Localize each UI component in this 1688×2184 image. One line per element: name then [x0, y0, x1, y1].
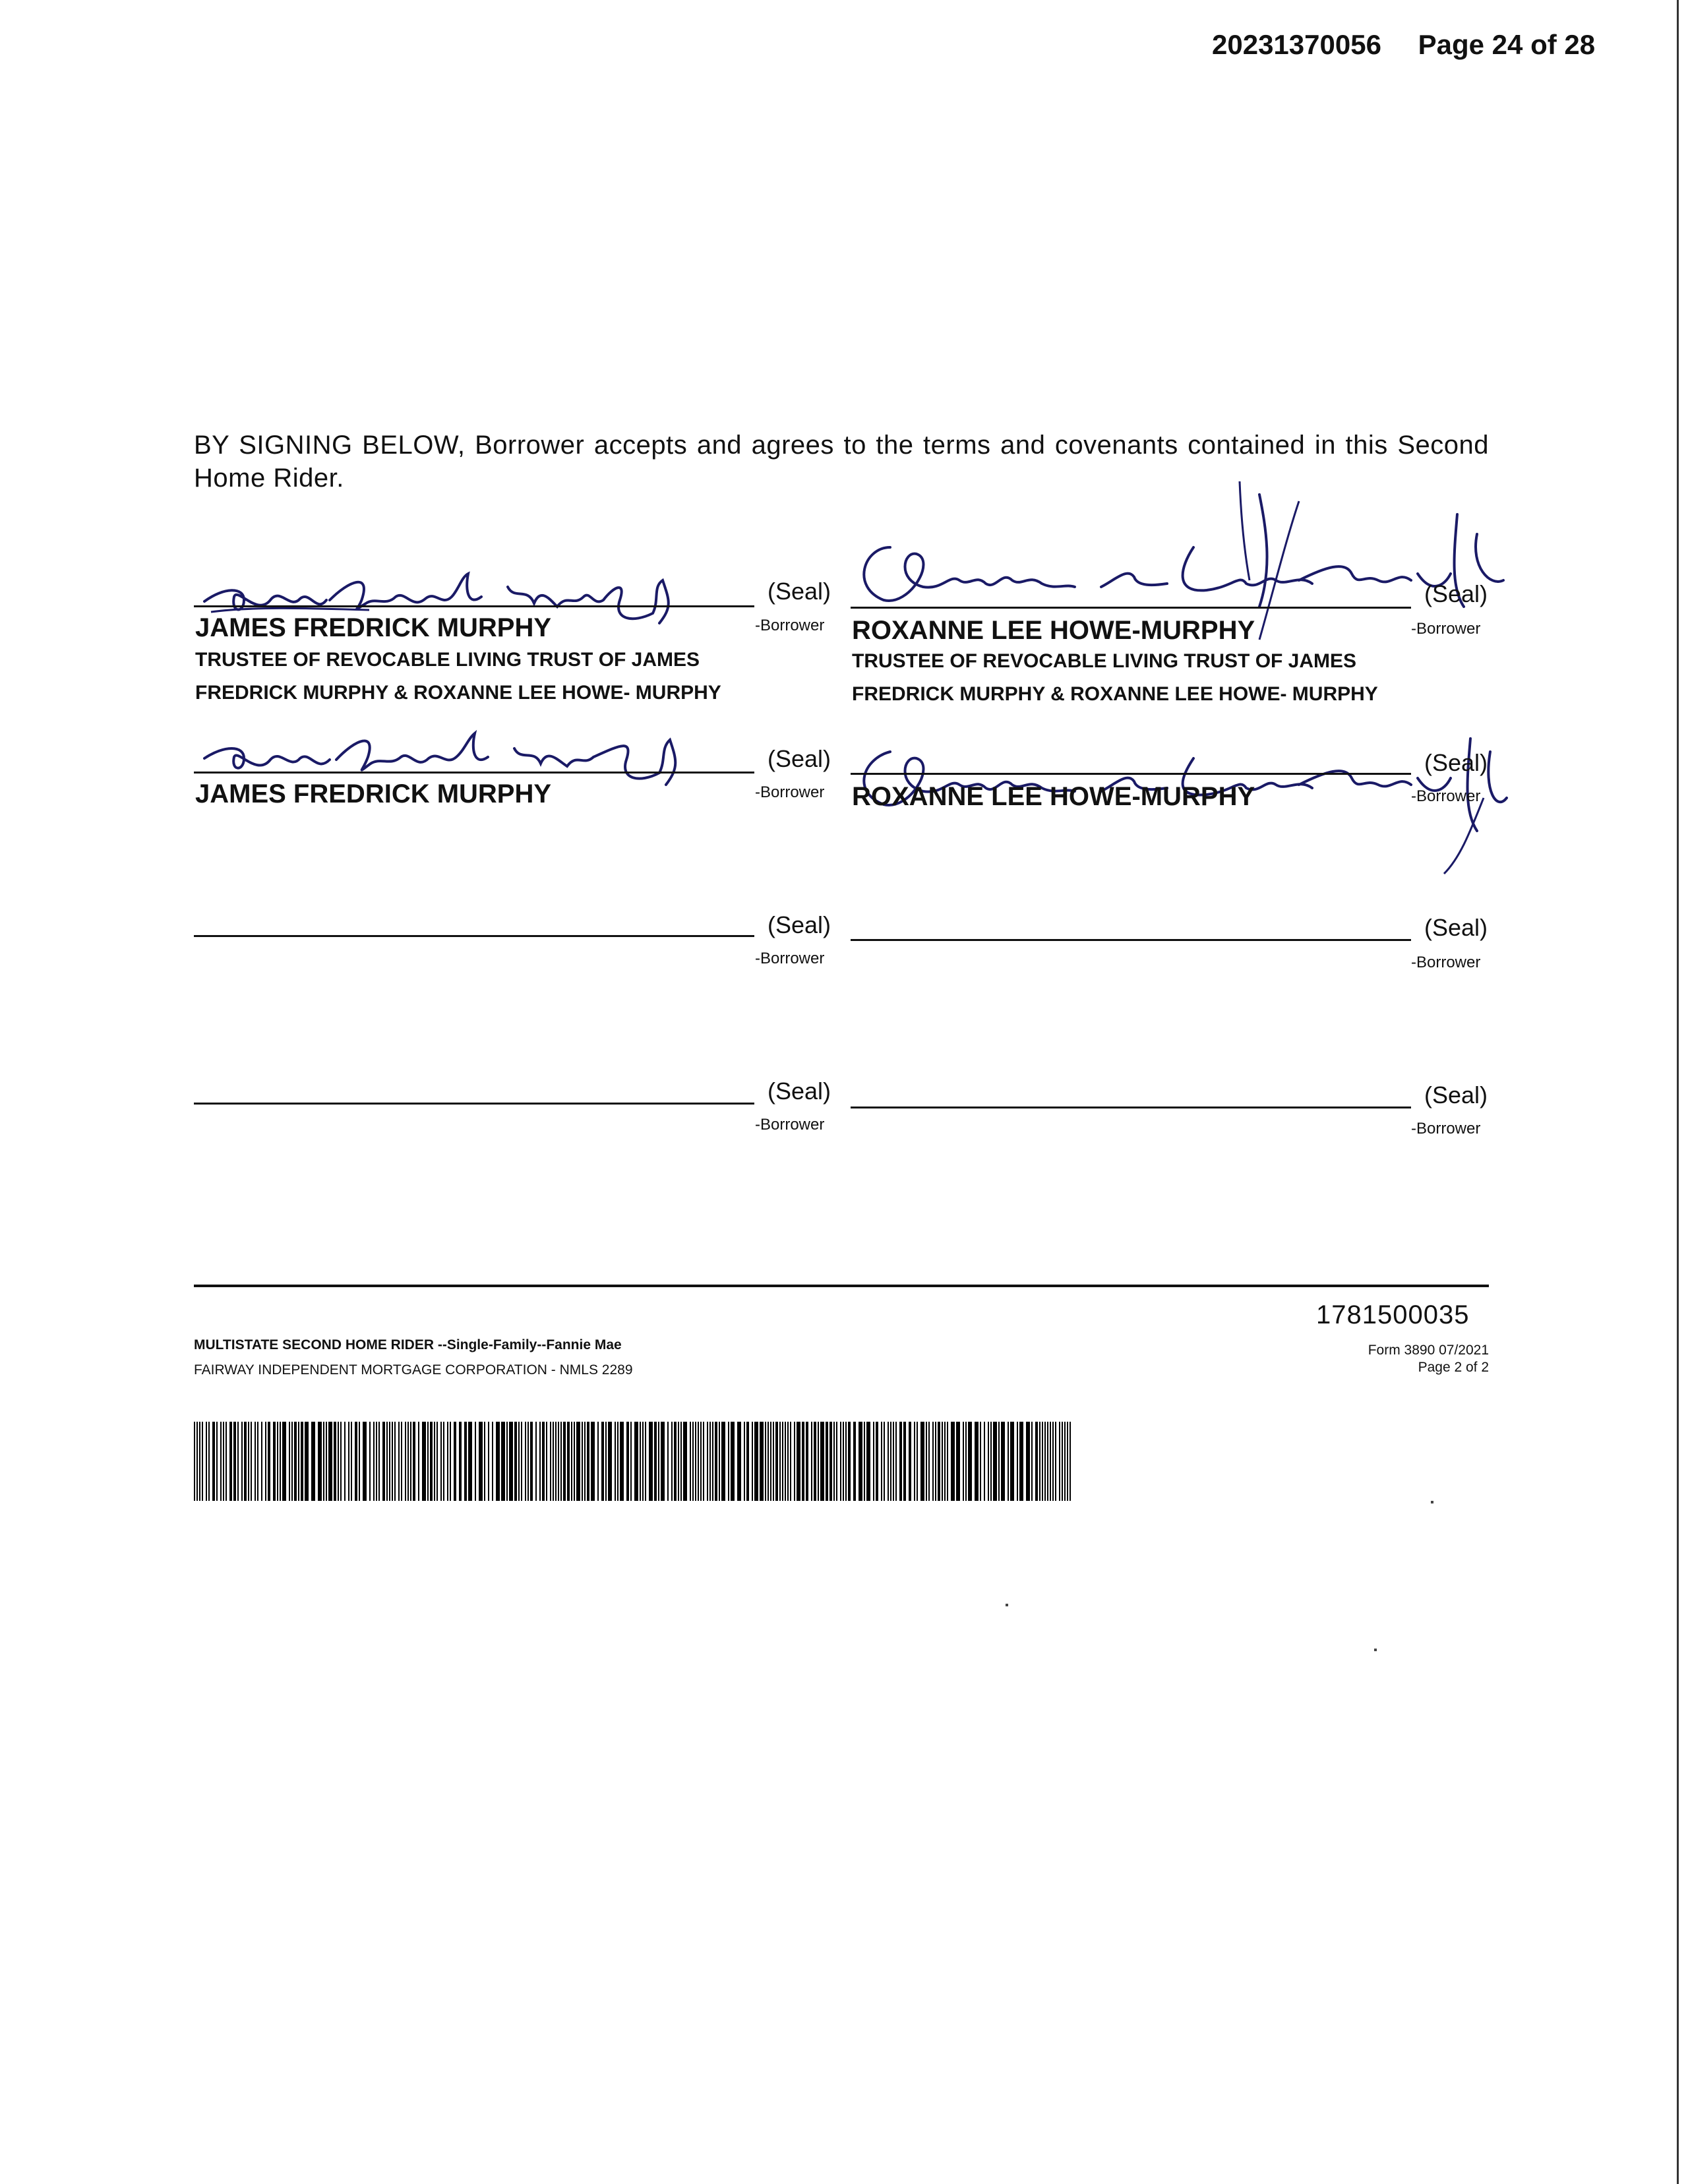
- scan-speck: [1374, 1649, 1377, 1651]
- barcode-bar: [640, 1422, 641, 1501]
- barcode-bar: [690, 1422, 691, 1501]
- barcode-bar: [530, 1422, 533, 1501]
- scan-speck: [1006, 1604, 1008, 1606]
- barcode-bar: [405, 1422, 406, 1501]
- barcode-bar: [712, 1422, 713, 1501]
- barcode-bar: [794, 1422, 795, 1501]
- barcode-bar: [298, 1422, 299, 1501]
- trustee-line: TRUSTEE OF REVOCABLE LIVING TRUST OF JAMES: [852, 650, 1357, 672]
- barcode-bar: [1031, 1422, 1033, 1501]
- seal-label: (Seal): [768, 578, 831, 605]
- barcode-bar: [1008, 1422, 1009, 1501]
- barcode-bar: [443, 1422, 444, 1501]
- barcode-bar: [680, 1422, 682, 1501]
- barcode-bar: [797, 1422, 800, 1501]
- seal-label: (Seal): [1424, 580, 1488, 607]
- barcode-bar: [674, 1422, 677, 1501]
- barcode-bar: [890, 1422, 891, 1501]
- barcode-bar: [427, 1422, 429, 1501]
- barcode-bar: [984, 1422, 985, 1501]
- barcode-bar: [196, 1422, 198, 1501]
- barcode-bar: [355, 1422, 357, 1501]
- barcode-bar: [509, 1422, 513, 1501]
- barcode-bar: [928, 1422, 930, 1501]
- barcode-bar: [914, 1422, 915, 1501]
- barcode-bar: [963, 1422, 964, 1501]
- barcode-bar: [1050, 1422, 1051, 1501]
- barcode-bar: [719, 1422, 720, 1501]
- barcode-bar: [216, 1422, 218, 1501]
- barcode-bar: [334, 1422, 336, 1501]
- barcode-bar: [340, 1422, 342, 1501]
- barcode-bar: [888, 1422, 889, 1501]
- barcode-bar: [363, 1422, 367, 1501]
- barcode-bar: [289, 1422, 290, 1501]
- barcode-bar: [257, 1422, 258, 1501]
- signature-line: [194, 1103, 754, 1105]
- barcode-bar: [518, 1422, 520, 1501]
- barcode-bar: [413, 1422, 415, 1501]
- barcode-bar: [806, 1422, 808, 1501]
- barcode-bar: [829, 1422, 832, 1501]
- barcode-bar: [1010, 1422, 1014, 1501]
- barcode-bar: [1044, 1422, 1046, 1501]
- barcode-bar: [993, 1422, 997, 1501]
- barcode-bar: [437, 1422, 438, 1501]
- barcode-bar: [864, 1422, 865, 1501]
- barcode-bar: [1017, 1422, 1018, 1501]
- barcode-bar: [277, 1422, 278, 1501]
- signer-name: ROXANNE LEE HOWE-MURPHY: [852, 616, 1255, 645]
- barcode-bar: [667, 1422, 669, 1501]
- barcode-bar: [608, 1422, 612, 1501]
- barcode-bar: [859, 1422, 862, 1501]
- barcode-bar: [909, 1422, 911, 1501]
- barcode-bar: [895, 1422, 897, 1501]
- barcode-bar: [1067, 1422, 1068, 1501]
- barcode-bar: [965, 1422, 967, 1501]
- barcode-bar: [553, 1422, 554, 1501]
- barcode-bar: [226, 1422, 227, 1501]
- barcode-bar: [773, 1422, 774, 1501]
- barcode-bar: [251, 1422, 252, 1501]
- barcode-bar: [501, 1422, 505, 1501]
- barcode-bar: [881, 1422, 882, 1501]
- barcode-bar: [567, 1422, 570, 1501]
- barcode-bar: [326, 1422, 327, 1501]
- scan-speck: [1431, 1501, 1433, 1503]
- barcode-bar: [938, 1422, 940, 1501]
- barcode-bar: [944, 1422, 946, 1501]
- barcode-bar: [410, 1422, 411, 1501]
- barcode-bar: [820, 1422, 824, 1501]
- barcode-bar: [1001, 1422, 1005, 1501]
- borrower-label: -Borrower: [1411, 787, 1481, 805]
- signer-name: ROXANNE LEE HOWE-MURPHY: [852, 782, 1255, 811]
- barcode-bar: [601, 1422, 604, 1501]
- barcode-bar: [348, 1422, 349, 1501]
- barcode-bar: [268, 1422, 270, 1501]
- barcode-bar: [980, 1422, 981, 1501]
- barcode-bar: [818, 1422, 819, 1501]
- page-of: Page 2 of 2: [1418, 1360, 1489, 1375]
- barcode-bar: [407, 1422, 409, 1501]
- barcode: [194, 1422, 1071, 1501]
- barcode-bar: [488, 1422, 489, 1501]
- barcode-bar: [698, 1422, 699, 1501]
- barcode-bar: [305, 1422, 309, 1501]
- barcode-bar: [563, 1422, 566, 1501]
- barcode-bar: [617, 1422, 618, 1501]
- barcode-bar: [212, 1422, 215, 1501]
- barcode-bar: [280, 1422, 281, 1501]
- borrower-label: -Borrower: [1411, 620, 1481, 638]
- barcode-bar: [546, 1422, 547, 1501]
- barcode-bar: [707, 1422, 708, 1501]
- barcode-bar: [620, 1422, 624, 1501]
- barcode-bar: [630, 1422, 632, 1501]
- barcode-bar: [754, 1422, 758, 1501]
- barcode-bar: [1035, 1422, 1038, 1501]
- barcode-bar: [1062, 1422, 1063, 1501]
- signature-line: [851, 939, 1411, 941]
- barcode-bar: [558, 1422, 559, 1501]
- seal-label: (Seal): [768, 911, 831, 938]
- barcode-bar: [671, 1422, 673, 1501]
- barcode-bar: [454, 1422, 456, 1501]
- barcode-bar: [932, 1422, 934, 1501]
- barcode-bar: [484, 1422, 485, 1501]
- barcode-bar: [700, 1422, 702, 1501]
- barcode-bar: [392, 1422, 393, 1501]
- barcode-bar: [683, 1422, 687, 1501]
- signature-line: [851, 1107, 1411, 1108]
- barcode-bar: [873, 1422, 874, 1501]
- barcode-bar: [649, 1422, 653, 1501]
- barcode-bar: [351, 1422, 352, 1501]
- borrower-label: -Borrower: [1411, 954, 1481, 971]
- trustee-line: TRUSTEE OF REVOCABLE LIVING TRUST OF JAMES: [195, 649, 700, 671]
- barcode-bar: [678, 1422, 679, 1501]
- barcode-bar: [386, 1422, 388, 1501]
- barcode-bar: [241, 1422, 243, 1501]
- barcode-bar: [459, 1422, 462, 1501]
- barcode-bar: [775, 1422, 778, 1501]
- barcode-bar: [785, 1422, 786, 1501]
- borrower-label: -Borrower: [755, 617, 825, 634]
- barcode-bar: [903, 1422, 906, 1501]
- barcode-bar: [587, 1422, 589, 1501]
- barcode-bar: [244, 1422, 247, 1501]
- signature-line: [194, 605, 754, 607]
- barcode-bar: [318, 1422, 322, 1501]
- seal-label: (Seal): [768, 1077, 831, 1105]
- barcode-bar: [194, 1422, 195, 1501]
- barcode-bar: [555, 1422, 557, 1501]
- barcode-bar: [1059, 1422, 1060, 1501]
- barcode-bar: [848, 1422, 851, 1501]
- barcode-bar: [826, 1422, 828, 1501]
- barcode-bar: [770, 1422, 771, 1501]
- seal-label: (Seal): [1424, 914, 1488, 941]
- barcode-bar: [464, 1422, 467, 1501]
- barcode-bar: [394, 1422, 396, 1501]
- barcode-bar: [237, 1422, 239, 1501]
- barcode-bar: [893, 1422, 894, 1501]
- barcode-bar: [782, 1422, 783, 1501]
- barcode-bar: [917, 1422, 918, 1501]
- barcode-bar: [199, 1422, 200, 1501]
- barcode-bar: [373, 1422, 375, 1501]
- barcode-bar: [787, 1422, 789, 1501]
- barcode-bar: [261, 1422, 262, 1501]
- barcode-bar: [802, 1422, 804, 1501]
- barcode-bar: [344, 1422, 346, 1501]
- barcode-bar: [359, 1422, 360, 1501]
- barcode-bar: [845, 1422, 847, 1501]
- barcode-bar: [574, 1422, 575, 1501]
- barcode-bar: [1039, 1422, 1040, 1501]
- barcode-bar: [942, 1422, 943, 1501]
- page-indicator: Page 24 of 28: [1418, 29, 1596, 60]
- barcode-bar: [1064, 1422, 1066, 1501]
- barcode-bar: [440, 1422, 442, 1501]
- barcode-bar: [233, 1422, 236, 1501]
- barcode-bar: [514, 1422, 517, 1501]
- barcode-bar: [843, 1422, 844, 1501]
- barcode-bar: [265, 1422, 266, 1501]
- signature-line: [194, 935, 754, 937]
- barcode-bar: [926, 1422, 927, 1501]
- barcode-bar: [715, 1422, 717, 1501]
- lender-name: FAIRWAY INDEPENDENT MORTGAGE CORPORATION - NMLS 2289: [194, 1362, 633, 1378]
- barcode-bar: [560, 1422, 562, 1501]
- barcode-bar: [434, 1422, 435, 1501]
- barcode-bar: [248, 1422, 249, 1501]
- barcode-bar: [990, 1422, 992, 1501]
- barcode-bar: [658, 1422, 659, 1501]
- barcode-bar: [975, 1422, 979, 1501]
- barcode-bar: [833, 1422, 835, 1501]
- barcode-bar: [525, 1422, 526, 1501]
- barcode-bar: [920, 1422, 924, 1501]
- barcode-bar: [255, 1422, 256, 1501]
- barcode-bar: [1055, 1422, 1056, 1501]
- signature-line: [194, 772, 754, 774]
- barcode-bar: [968, 1422, 972, 1501]
- barcode-bar: [282, 1422, 286, 1501]
- barcode-bar: [876, 1422, 878, 1501]
- barcode-bar: [721, 1422, 725, 1501]
- recording-header: [1212, 29, 1595, 61]
- barcode-bar: [1019, 1422, 1023, 1501]
- barcode-bar: [398, 1422, 400, 1501]
- barcode-bar: [1052, 1422, 1054, 1501]
- barcode-bar: [528, 1422, 529, 1501]
- barcode-bar: [752, 1422, 753, 1501]
- barcode-bar: [746, 1422, 749, 1501]
- barcode-bar: [273, 1422, 276, 1501]
- barcode-bar: [1047, 1422, 1048, 1501]
- barcode-bar: [542, 1422, 545, 1501]
- barcode-bar: [401, 1422, 402, 1501]
- barcode-bar: [884, 1422, 885, 1501]
- barcode-bar: [378, 1422, 380, 1501]
- barcode-bar: [492, 1422, 493, 1501]
- barcode-bar: [311, 1422, 315, 1501]
- barcode-bar: [208, 1422, 210, 1501]
- barcode-bar: [479, 1422, 483, 1501]
- barcode-bar: [768, 1422, 769, 1501]
- barcode-bar: [634, 1422, 638, 1501]
- barcode-bar: [703, 1422, 704, 1501]
- barcode-bar: [899, 1422, 902, 1501]
- borrower-label: -Borrower: [755, 783, 825, 801]
- barcode-bar: [576, 1422, 580, 1501]
- signer-name: JAMES FREDRICK MURPHY: [195, 779, 552, 808]
- barcode-bar: [737, 1422, 741, 1501]
- barcode-bar: [550, 1422, 551, 1501]
- barcode-bar: [323, 1422, 324, 1501]
- barcode-bar: [947, 1422, 948, 1501]
- barcode-bar: [654, 1422, 657, 1501]
- borrower-label: -Borrower: [755, 1116, 825, 1134]
- barcode-bar: [338, 1422, 339, 1501]
- barcode-bar: [468, 1422, 472, 1501]
- barcode-bar: [1026, 1422, 1030, 1501]
- barcode-bar: [615, 1422, 616, 1501]
- barcode-bar: [229, 1422, 232, 1501]
- barcode-bar: [584, 1422, 586, 1501]
- loan-number: 1781500035: [1316, 1300, 1470, 1329]
- barcode-bar: [645, 1422, 646, 1501]
- signer-name: JAMES FREDRICK MURPHY: [195, 613, 552, 642]
- barcode-bar: [475, 1422, 476, 1501]
- barcode-bar: [695, 1422, 696, 1501]
- barcode-bar: [450, 1422, 451, 1501]
- barcode-bar: [866, 1422, 870, 1501]
- seal-label: (Seal): [768, 745, 831, 772]
- barcode-bar: [220, 1422, 222, 1501]
- barcode-bar: [328, 1422, 332, 1501]
- form-title: MULTISTATE SECOND HOME RIDER --Single-Family--Fannie Mae: [194, 1337, 622, 1352]
- scan-edge-line: [1677, 0, 1679, 2184]
- barcode-bar: [790, 1422, 791, 1501]
- barcode-bar: [202, 1422, 203, 1501]
- barcode-bar: [626, 1422, 629, 1501]
- barcode-bar: [535, 1422, 537, 1501]
- barcode-bar: [661, 1422, 665, 1501]
- barcode-bar: [506, 1422, 508, 1501]
- barcode-bar: [840, 1422, 841, 1501]
- barcode-bar: [496, 1422, 500, 1501]
- barcode-bar: [853, 1422, 856, 1501]
- barcode-bar: [692, 1422, 694, 1501]
- barcode-bar: [382, 1422, 385, 1501]
- intro-paragraph: BY SIGNING BELOW, Borrower accepts and agrees to the terms and covenants contained in this Second Home Rider.: [194, 431, 1489, 493]
- barcode-bar: [998, 1422, 1000, 1501]
- barcode-bar: [521, 1422, 522, 1501]
- seal-label: (Seal): [1424, 1081, 1488, 1108]
- recording-number: 20231370056: [1212, 29, 1381, 60]
- barcode-bar: [539, 1422, 541, 1501]
- barcode-bar: [728, 1422, 729, 1501]
- trustee-line: FREDRICK MURPHY & ROXANNE LEE HOWE- MURPHY: [852, 683, 1378, 705]
- barcode-bar: [291, 1422, 293, 1501]
- signature-line: [851, 773, 1411, 775]
- barcode-bar: [988, 1422, 989, 1501]
- barcode-bar: [582, 1422, 583, 1501]
- barcode-bar: [1042, 1422, 1043, 1501]
- barcode-bar: [814, 1422, 816, 1501]
- barcode-bar: [642, 1422, 644, 1501]
- barcode-bar: [605, 1422, 607, 1501]
- barcode-bar: [223, 1422, 224, 1501]
- barcode-bar: [709, 1422, 711, 1501]
- barcode-bar: [430, 1422, 433, 1501]
- barcode-bar: [376, 1422, 377, 1501]
- barcode-bar: [422, 1422, 426, 1501]
- barcode-bar: [369, 1422, 371, 1501]
- barcode-bar: [418, 1422, 419, 1501]
- barcode-bar: [301, 1422, 303, 1501]
- barcode-bar: [935, 1422, 936, 1501]
- barcode-bar: [1070, 1422, 1071, 1501]
- barcode-bar: [760, 1422, 764, 1501]
- barcode-bar: [811, 1422, 812, 1501]
- barcode-bar: [591, 1422, 595, 1501]
- barcode-bar: [389, 1422, 390, 1501]
- barcode-bar: [731, 1422, 735, 1501]
- barcode-bar: [571, 1422, 572, 1501]
- barcode-bar: [597, 1422, 599, 1501]
- borrower-label: -Borrower: [1411, 1120, 1481, 1138]
- barcode-bar: [836, 1422, 837, 1501]
- barcode-bar: [956, 1422, 960, 1501]
- trustee-line: FREDRICK MURPHY & ROXANNE LEE HOWE- MURPHY: [195, 682, 721, 704]
- barcode-bar: [447, 1422, 448, 1501]
- seal-label: (Seal): [1424, 749, 1488, 776]
- barcode-bar: [779, 1422, 781, 1501]
- form-id: Form 3890 07/2021: [1368, 1343, 1489, 1358]
- barcode-bar: [744, 1422, 745, 1501]
- signature-line: [851, 607, 1411, 609]
- barcode-bar: [206, 1422, 207, 1501]
- footer-rule: [194, 1285, 1489, 1287]
- barcode-bar: [765, 1422, 766, 1501]
- barcode-bar: [294, 1422, 297, 1501]
- borrower-label: -Borrower: [755, 950, 825, 967]
- barcode-bar: [951, 1422, 955, 1501]
